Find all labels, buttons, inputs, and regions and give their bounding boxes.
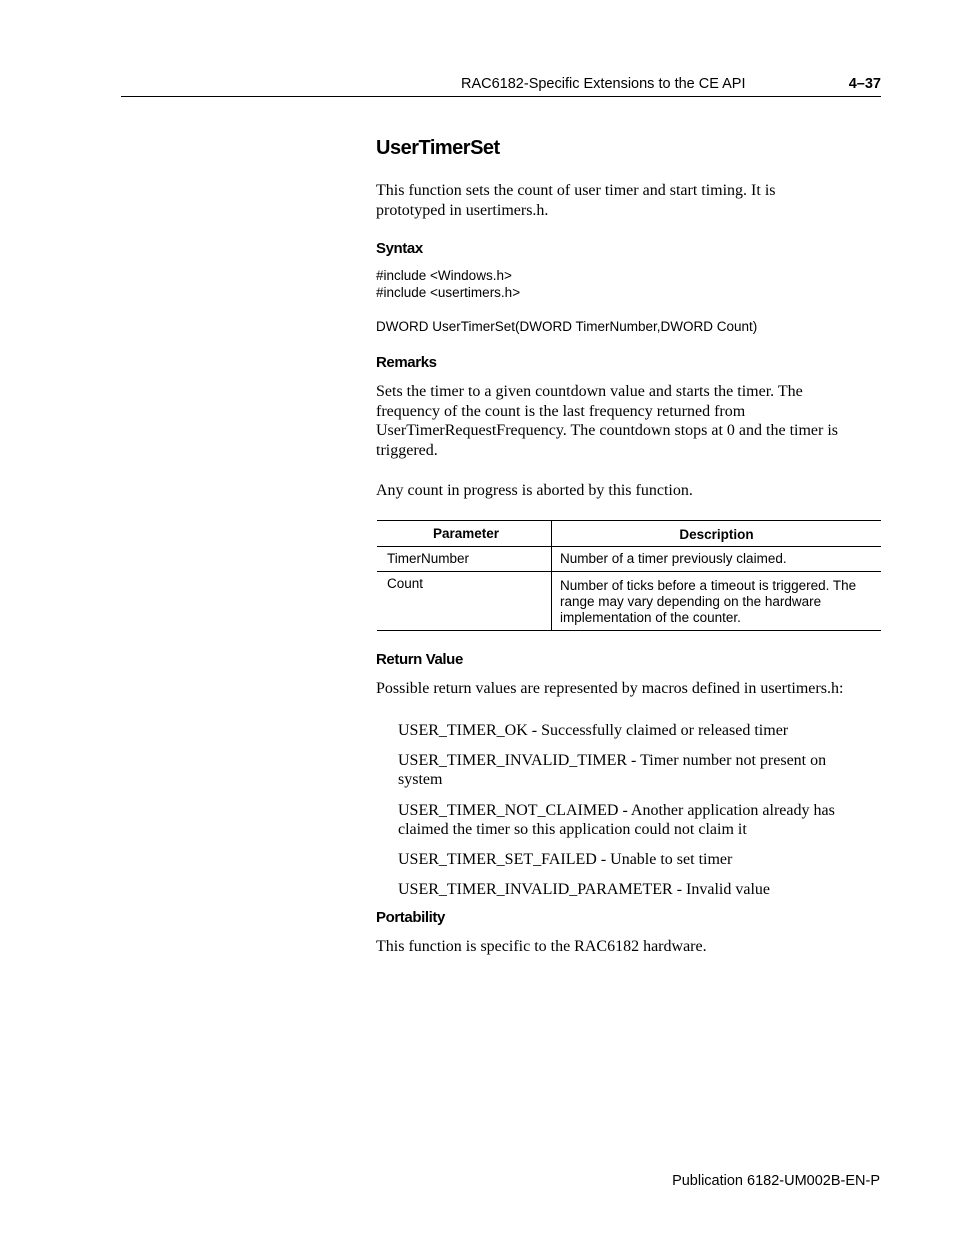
- return-value-line: system: [398, 771, 443, 789]
- table-row: [377, 572, 881, 631]
- syntax-heading: Syntax: [376, 240, 423, 258]
- include-line: #include <usertimers.h>: [376, 285, 521, 301]
- list-item: [398, 751, 881, 790]
- description-cell: Number of a timer previously claimed.: [552, 547, 882, 572]
- remarks-line: Sets the timer to a given countdown value and starts the timer. The: [376, 383, 803, 401]
- column-header-parameter: Parameter: [377, 521, 552, 547]
- list-item: [398, 721, 881, 741]
- parameter-cell: TimerNumber: [377, 547, 552, 572]
- main-content: [376, 132, 881, 957]
- portability-text: This function is specific to the RAC6182 hardware.: [376, 937, 707, 955]
- table-header-row: [377, 521, 881, 547]
- parameter-cell: Count: [377, 572, 552, 631]
- return-value-heading: Return Value: [376, 651, 463, 669]
- intro-line: This function sets the count of user timer and start timing. It is: [376, 182, 776, 199]
- list-item: [398, 801, 881, 840]
- return-value-line: USER_TIMER_NOT_CLAIMED - Another application already has: [398, 801, 835, 819]
- return-value-line: USER_TIMER_OK - Successfully claimed or released timer: [398, 721, 789, 739]
- description-cell: [552, 572, 882, 631]
- remarks-paragraph: [376, 382, 881, 460]
- function-prototype: DWORD UserTimerSet(DWORD TimerNumber,DWORD Count): [376, 319, 758, 335]
- remarks-line: triggered.: [376, 441, 438, 459]
- include-line: #include <Windows.h>: [376, 268, 512, 284]
- function-title: UserTimerSet: [376, 137, 500, 159]
- list-item: [398, 850, 881, 870]
- return-value-line: USER_TIMER_SET_FAILED - Unable to set timer: [398, 851, 733, 869]
- return-value-list: [376, 721, 881, 900]
- remarks-heading: Remarks: [376, 354, 437, 372]
- table-row: [377, 547, 881, 572]
- return-value-line: USER_TIMER_INVALID_PARAMETER - Invalid value: [398, 881, 770, 899]
- list-item: [398, 880, 881, 900]
- header-chapter-title: RAC6182-Specific Extensions to the CE API: [461, 76, 746, 92]
- return-value-line: claimed the timer so this application could not claim it: [398, 821, 747, 839]
- remarks-line: frequency of the count is the last frequency returned from: [376, 402, 746, 420]
- footer-publication: Publication 6182-UM002B-EN-P: [672, 1173, 880, 1189]
- description-line: range may vary depending on the hardware: [560, 594, 822, 610]
- header-page-number: 4–37: [848, 76, 881, 92]
- intro-line: prototyped in usertimers.h.: [376, 201, 549, 219]
- intro-paragraph: [376, 181, 881, 220]
- description-line: Number of ticks before a timeout is triggered. The: [560, 578, 857, 594]
- return-value-intro: Possible return values are represented by macros defined in usertimers.h:: [376, 680, 844, 698]
- include-block: [376, 267, 881, 301]
- running-header: [121, 75, 881, 97]
- portability-heading: Portability: [376, 908, 445, 926]
- description-line: implementation of the counter.: [560, 610, 741, 626]
- return-value-line: USER_TIMER_INVALID_TIMER - Timer number not present on: [398, 751, 827, 769]
- remarks-abort-note: Any count in progress is aborted by this function.: [376, 481, 693, 499]
- column-header-description: Description: [552, 521, 882, 547]
- parameter-table: [377, 520, 881, 631]
- remarks-line: UserTimerRequestFrequency. The countdown stops at 0 and the timer is: [376, 422, 838, 440]
